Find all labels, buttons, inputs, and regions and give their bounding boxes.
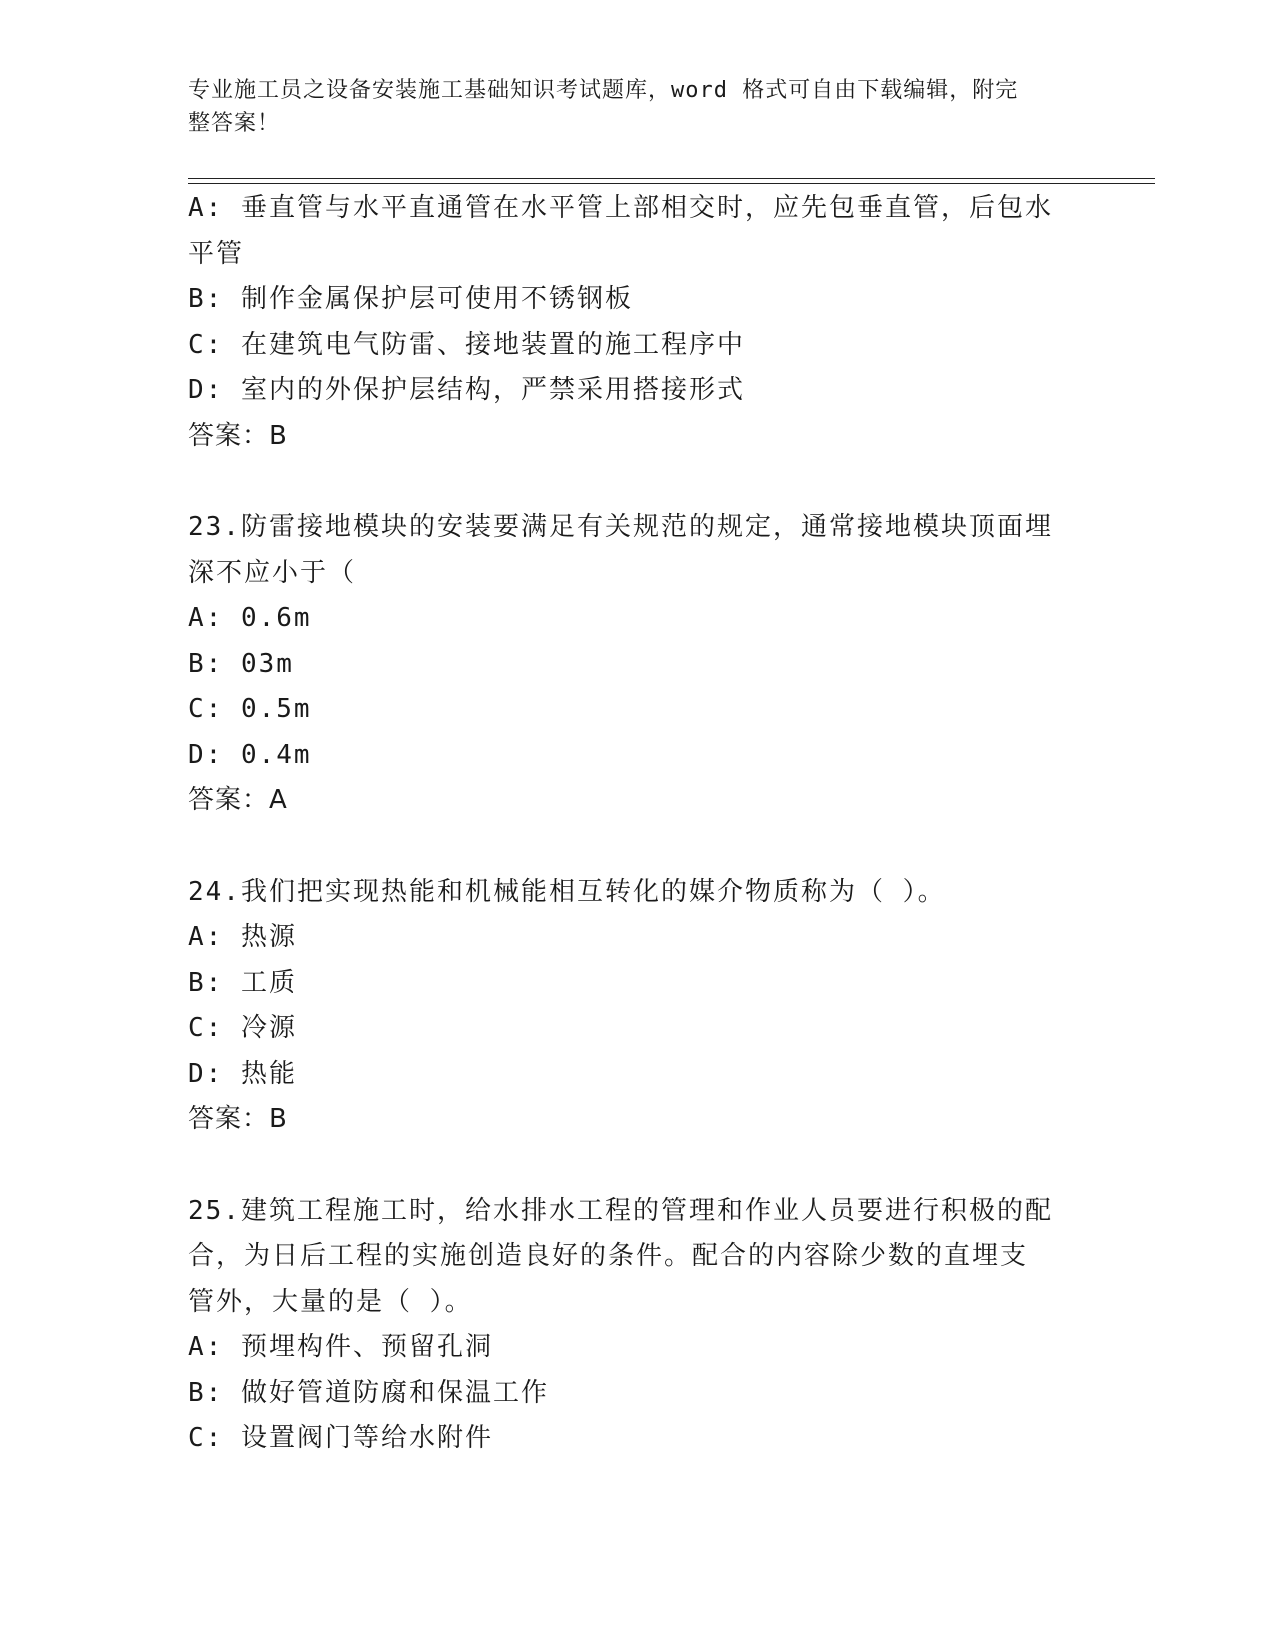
option-a: A: 预埋构件、预留孔洞 [188, 1332, 493, 1362]
option-b: B: 03m [188, 648, 294, 679]
question-25 [188, 1189, 1088, 1462]
spacer [188, 1143, 1088, 1189]
option-b: B: 制作金属保护层可使用不锈钢板 [188, 284, 633, 314]
option-a-line-1: A: 垂直管与水平直通管在水平管上部相交时，应先包垂直管，后包水 [188, 193, 1053, 223]
option-b: B: 做好管道防腐和保温工作 [188, 1377, 549, 1408]
question-content [188, 186, 1088, 1462]
option-a-line-2: 平管 [188, 238, 245, 269]
header-line-2: 整答案！ [188, 111, 281, 136]
option-b: B: 工质 [188, 967, 297, 998]
answer: 答案：B [188, 1104, 288, 1134]
option-c: C: 在建筑电气防雷、接地装置的施工程序中 [188, 329, 745, 360]
option-d: D: 热能 [188, 1058, 297, 1089]
option-c: C: 0.5m [188, 694, 312, 724]
question-stem-line-3: 管外，大量的是（ ）。 [188, 1286, 473, 1317]
question-stem-line-2: 深不应小于（ [188, 557, 357, 588]
header-rule-bottom [188, 183, 1155, 184]
question-stem-line-2: 合，为日后工程的实施创造良好的条件。配合的内容除少数的直埋支 [188, 1241, 1029, 1271]
question-stem-line-1: 24.我们把实现热能和机械能相互转化的媒介物质称为（ ）。 [188, 876, 946, 907]
question-22-options [188, 186, 1088, 459]
option-d: D: 0.4m [188, 739, 312, 770]
option-d: D: 室内的外保护层结构，严禁采用搭接形式 [188, 375, 745, 405]
header-rule-top [188, 178, 1155, 179]
option-c: C: 设置阀门等给水附件 [188, 1423, 493, 1453]
option-c: C: 冷源 [188, 1013, 297, 1043]
answer: 答案：A [188, 785, 288, 815]
spacer [188, 459, 1088, 505]
question-stem-line-1: 23.防雷接地模块的安装要满足有关规范的规定，通常接地模块顶面埋 [188, 512, 1053, 542]
document-header [188, 74, 1088, 140]
question-24 [188, 870, 1088, 1143]
question-stem-line-1: 25.建筑工程施工时，给水排水工程的管理和作业人员要进行积极的配 [188, 1195, 1053, 1226]
option-a: A: 热源 [188, 922, 297, 952]
question-23 [188, 505, 1088, 824]
answer: 答案：B [188, 420, 288, 451]
spacer [188, 824, 1088, 870]
option-a: A: 0.6m [188, 603, 312, 633]
header-line-1: 专业施工员之设备安装施工基础知识考试题库，word 格式可自由下载编辑，附完 [188, 78, 1019, 103]
